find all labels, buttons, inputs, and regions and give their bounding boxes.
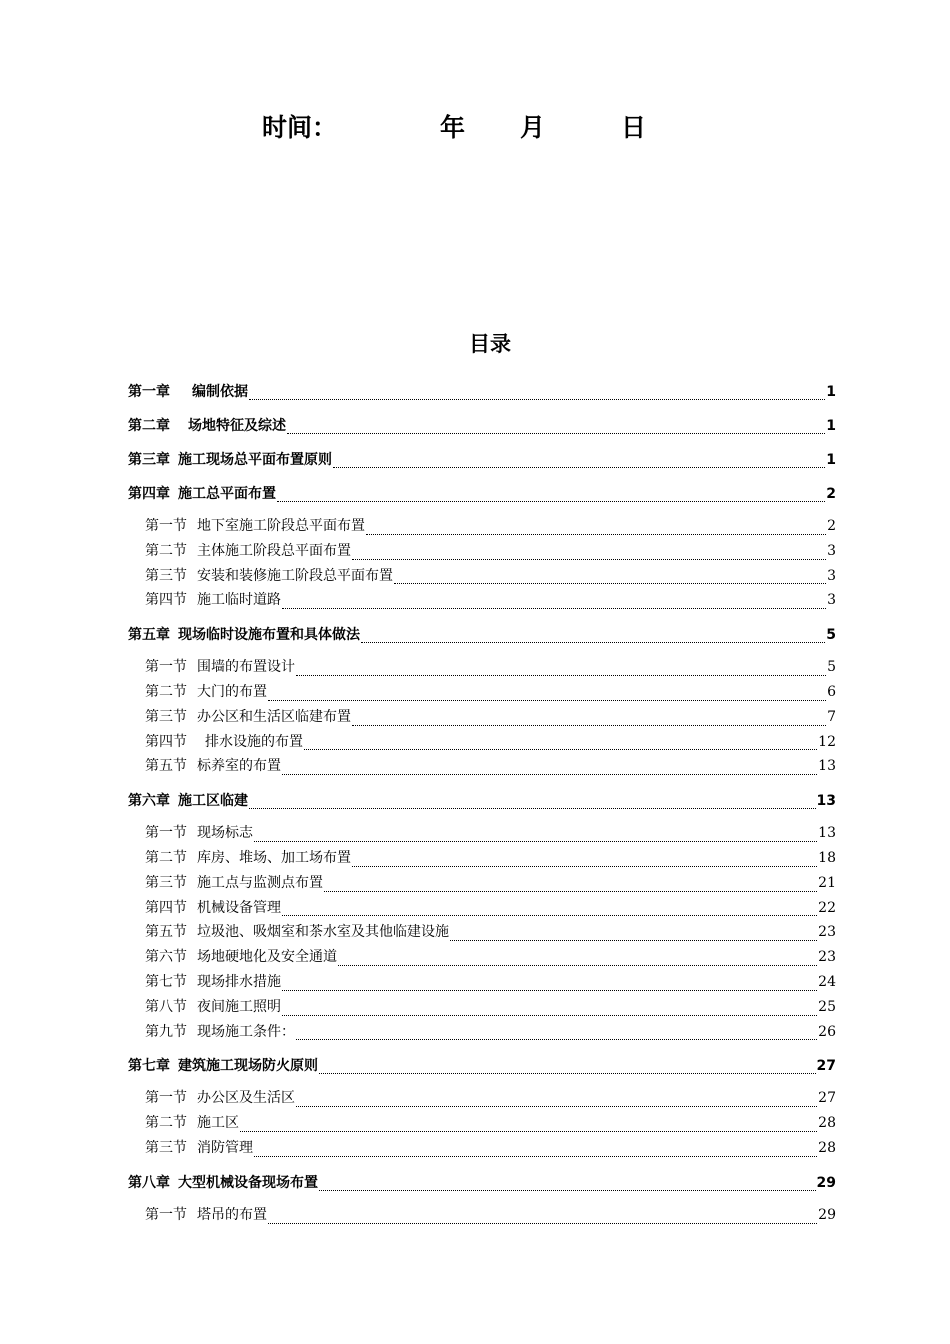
toc-page-number: 3 [827,567,836,584]
toc-entry-label [145,655,295,680]
toc-section-title: 夜间施工照明 [197,998,281,1015]
toc-page-number: 22 [818,899,836,916]
toc-dot-leader [282,915,817,916]
toc-section-number: 第一节 [145,825,187,842]
toc-section-title: 排水设施的布置 [205,733,303,750]
toc-section-number: 第三节 [145,567,187,584]
toc-dot-leader [304,749,817,750]
toc-dot-leader [282,608,826,609]
toc-section-title: 办公区和生活区临建布置 [197,708,351,725]
toc-section-title: 安装和装修施工阶段总平面布置 [197,567,393,584]
toc-entry-label [145,871,323,896]
toc-section-title: 垃圾池、吸烟室和茶水室及其他临建设施 [197,924,449,941]
toc-section-number: 第七节 [145,973,187,990]
toc-page-number: 7 [827,708,836,725]
toc-chapter-title: 编制依据 [192,384,248,400]
toc-entry-label [145,705,351,730]
toc-section-title: 办公区及生活区 [197,1090,295,1107]
toc-chapter-number: 第八章 [128,1174,170,1191]
toc-page-number: 27 [816,1058,836,1075]
toc-dot-leader [352,866,817,867]
toc-chapter-entry[interactable] [128,1054,836,1078]
toc-section-number: 第二节 [145,683,187,700]
toc-dot-leader [296,675,826,676]
toc-section-title: 场地硬地化及安全通道 [197,949,337,966]
toc-entry-label [145,588,281,613]
toc-chapter-number: 第四章 [128,486,170,502]
toc-page-number: 13 [818,825,836,842]
year-label: 年 [440,113,466,142]
toc-section-title: 现场标志 [197,825,253,842]
toc-section-entry[interactable] [128,995,836,1020]
toc-section-number: 第一节 [145,659,187,676]
toc-section-entry[interactable] [128,1203,836,1228]
toc-dot-leader [394,583,826,584]
date-line [0,108,950,148]
toc-page-number: 5 [827,659,836,676]
toc-section-title: 现场施工条件： [197,1023,295,1040]
toc-dot-leader [352,725,826,726]
toc-section-entry[interactable] [128,1020,836,1045]
toc-entry-label [145,564,393,589]
toc-page-number: 2 [826,486,836,502]
toc-chapter-entry[interactable] [128,482,836,506]
toc-entry-label [145,970,281,995]
toc-chapter-title: 施工总平面布置 [178,486,276,502]
toc-dot-leader [338,965,817,966]
toc-chapter-entry[interactable] [128,414,836,438]
toc-section-entry[interactable] [128,970,836,995]
toc-entry-label [128,482,276,506]
toc-page-number: 28 [818,1139,836,1156]
toc-section-title: 现场排水措施 [197,973,281,990]
toc-entry-label [145,846,351,871]
toc-entry-label [145,821,253,846]
toc-dot-leader [268,1223,817,1224]
toc-page-number: 27 [818,1090,836,1107]
toc-section-title: 地下室施工阶段总平面布置 [197,518,365,534]
toc-section-entry[interactable] [128,846,836,871]
toc-section-number: 第九节 [145,1023,187,1040]
toc-page-number: 21 [818,874,836,891]
toc-section-title: 大门的布置 [197,683,267,700]
toc-entry-label [145,896,281,921]
toc-chapter-number: 第五章 [128,627,170,644]
toc-chapter-title: 场地特征及综述 [188,418,286,434]
toc-entry-label [128,789,248,813]
toc-section-entry[interactable] [128,945,836,970]
toc-dot-leader [366,534,826,535]
toc-section-entry[interactable] [128,564,836,589]
toc-section-number: 第二节 [145,849,187,866]
toc-entry-label [145,730,303,755]
toc-chapter-entry[interactable] [128,623,836,647]
toc-section-entry[interactable] [128,1111,836,1136]
toc-page-number: 13 [816,793,836,810]
toc-entry-label [128,414,286,438]
toc-page-number: 3 [827,542,836,559]
toc-chapter-title: 施工区临建 [178,793,248,810]
toc-section-title: 施工点与监测点布置 [197,874,323,891]
toc-page-number: 29 [818,1206,836,1223]
toc-section-number: 第五节 [145,758,187,775]
toc-chapter-entry[interactable] [128,1171,836,1195]
toc-chapter-number: 第一章 [128,384,170,400]
toc-section-number: 第六节 [145,949,187,966]
toc-entry-label [145,945,337,970]
toc-section-number: 第三节 [145,1139,187,1156]
toc-section-number: 第三节 [145,708,187,725]
toc-page-number: 23 [818,924,836,941]
toc-section-title: 塔吊的布置 [197,1206,267,1223]
toc-title: 目录 [469,332,511,356]
toc-dot-leader [319,1073,816,1074]
toc-section-title: 围墙的布置设计 [197,659,295,676]
toc-section-number: 第八节 [145,998,187,1015]
toc-section-number: 第二节 [145,1115,187,1132]
toc-dot-leader [361,642,825,643]
toc-chapter-title: 施工现场总平面布置原则 [178,452,332,468]
toc-dot-leader [254,841,817,842]
toc-section-title: 机械设备管理 [197,899,281,916]
toc-section-title: 施工区 [197,1115,239,1132]
toc-page-number: 18 [818,849,836,866]
toc-section-entry[interactable] [128,514,836,539]
toc-dot-leader [249,808,816,809]
toc-page-number: 24 [818,973,836,990]
toc-entry-label [145,1020,295,1045]
toc-entry-label [145,539,351,564]
toc-chapter-entry[interactable] [128,380,836,404]
toc-chapter-entry[interactable] [128,448,836,472]
toc-page-number: 2 [827,518,836,534]
toc-page-number: 26 [818,1023,836,1040]
toc-section-title: 施工临时道路 [197,592,281,609]
toc-section-entry[interactable] [128,588,836,613]
toc-section-entry[interactable] [128,754,836,779]
toc-section-number: 第一节 [145,518,187,534]
toc-section-entry[interactable] [128,1086,836,1111]
toc-entry-label [145,680,267,705]
toc-entry-label [128,1171,318,1195]
toc-dot-leader [240,1131,817,1132]
toc-section-entry[interactable] [128,1136,836,1161]
toc-page-number: 1 [826,418,836,434]
toc-section-title: 库房、堆场、加工场布置 [197,849,351,866]
toc-chapter-title: 建筑施工现场防火原则 [178,1058,318,1075]
toc-page-number: 5 [826,627,836,644]
toc-section-number: 第四节 [145,899,187,916]
toc-page-number: 29 [816,1174,836,1191]
toc-section-entry[interactable] [128,920,836,945]
toc-dot-leader [333,467,825,468]
toc-chapter-number: 第二章 [128,418,170,434]
toc-section-number: 第五节 [145,924,187,941]
toc-dot-leader [319,1190,816,1191]
toc-dot-leader [268,700,826,701]
toc-dot-leader [296,1039,817,1040]
toc-entry-label [145,920,449,945]
toc-dot-leader [450,940,817,941]
toc-chapter-title: 大型机械设备现场布置 [178,1174,318,1191]
toc-entry-label [145,754,281,779]
toc-page-number: 28 [818,1115,836,1132]
toc-entry-label [145,1111,239,1136]
date-label: 时间： [262,113,338,142]
toc-section-title: 主体施工阶段总平面布置 [197,542,351,559]
toc-chapter-number: 第六章 [128,793,170,810]
toc-dot-leader [282,990,817,991]
day-label: 日 [621,113,647,142]
toc-dot-leader [277,501,825,502]
toc-entry-label [145,1203,267,1228]
toc-dot-leader [282,1015,817,1016]
toc-section-number: 第四节 [145,592,187,609]
toc-entry-label [128,1054,318,1078]
toc-dot-leader [249,399,825,400]
toc-dot-leader [296,1106,817,1107]
toc-dot-leader [254,1156,817,1157]
toc-page-number: 1 [826,452,836,468]
toc-entry-label [145,1086,295,1111]
toc-page-number: 6 [827,683,836,700]
toc-entry-label [128,448,332,472]
toc-entry-label [145,1136,253,1161]
toc-entry-label [128,380,248,404]
toc-entry-label [145,514,365,539]
toc-page-number: 12 [818,733,836,750]
toc-chapter-entry[interactable] [128,789,836,813]
toc-section-entry[interactable] [128,821,836,846]
toc-entry-label [145,995,281,1020]
toc-dot-leader [287,433,825,434]
toc-section-entry[interactable] [128,705,836,730]
toc-chapter-number: 第七章 [128,1058,170,1075]
toc-dot-leader [282,774,817,775]
toc-section-number: 第一节 [145,1206,187,1223]
toc-page-number: 3 [827,592,836,609]
toc-section-number: 第一节 [145,1090,187,1107]
toc-page-number: 1 [826,384,836,400]
toc-chapter-number: 第三章 [128,452,170,468]
table-of-contents [128,380,836,1228]
toc-page-number: 23 [818,949,836,966]
month-label: 月 [520,113,546,142]
toc-section-entry[interactable] [128,539,836,564]
toc-section-number: 第三节 [145,874,187,891]
toc-chapter-title: 现场临时设施布置和具体做法 [178,627,360,644]
toc-section-entry[interactable] [128,871,836,896]
toc-section-number: 第四节 [145,733,187,750]
toc-section-entry[interactable] [128,896,836,921]
toc-page-number: 13 [818,758,836,775]
toc-section-entry[interactable] [128,680,836,705]
toc-section-title: 消防管理 [197,1139,253,1156]
toc-page-number: 25 [818,998,836,1015]
toc-section-title: 标养室的布置 [197,758,281,775]
toc-section-number: 第二节 [145,542,187,559]
toc-dot-leader [352,559,826,560]
toc-dot-leader [324,891,817,892]
toc-section-entry[interactable] [128,730,836,755]
toc-entry-label [128,623,360,647]
toc-section-entry[interactable] [128,655,836,680]
